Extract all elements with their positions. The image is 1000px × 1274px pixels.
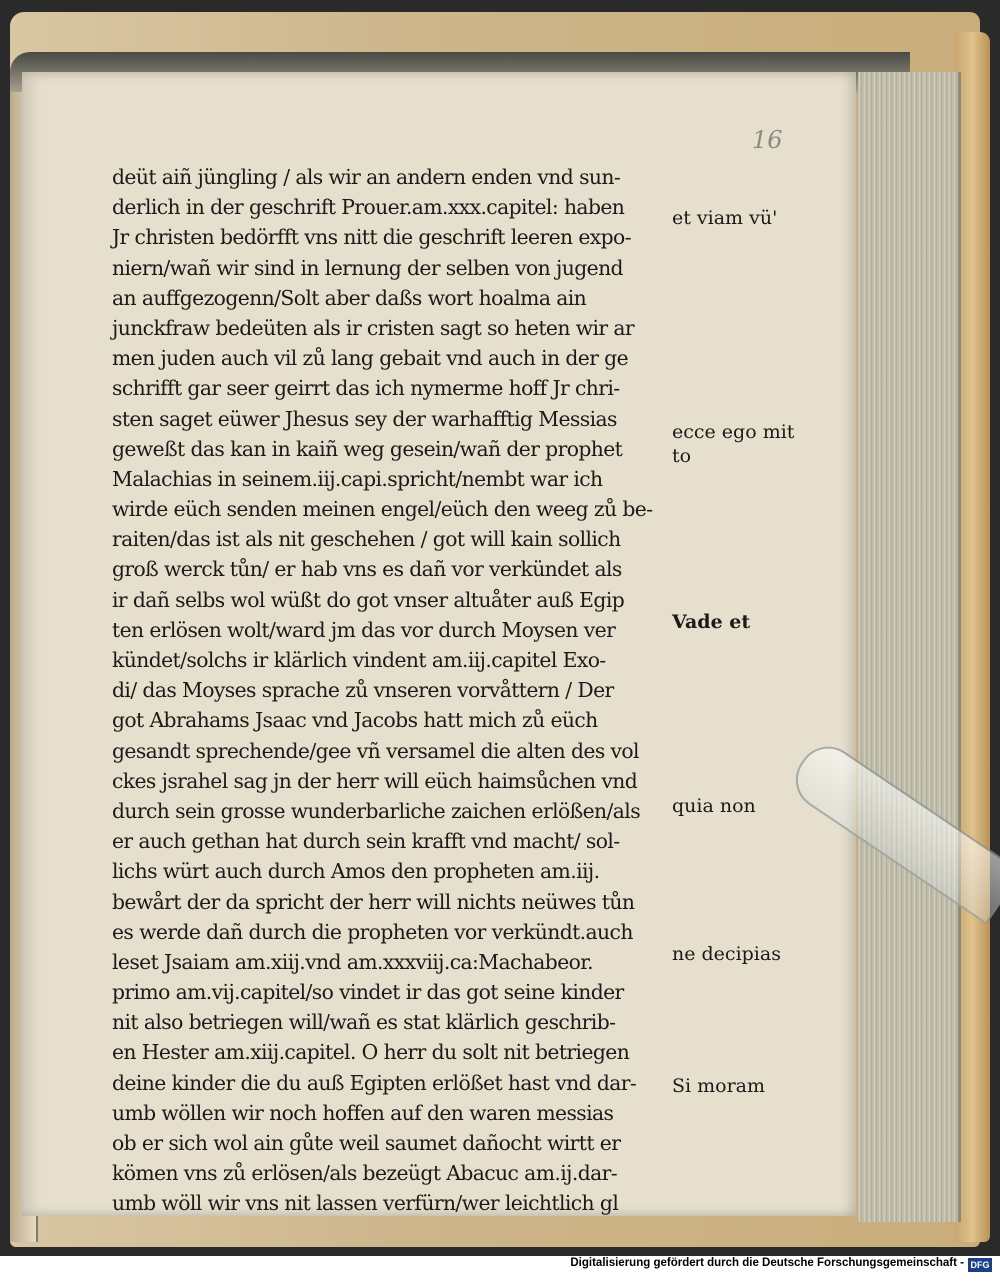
text-line: di/ das Moyses sprache zů vnseren vorvåttern / Der (112, 678, 614, 703)
text-line: geweßt das kan in kaiñ weg gesein/wañ der prophet (112, 436, 623, 461)
text-line: Malachias in seinem.iij.capi.spricht/nembt war ich (112, 466, 603, 491)
margin-note: Vade et (672, 611, 751, 633)
page-block-edges (858, 72, 961, 1222)
text-line: wirde eüch senden meinen engel/eüch den weeg zů be- (112, 497, 653, 522)
margin-note: to (672, 445, 692, 467)
main-text-block (112, 162, 672, 1219)
margin-note: et viam vü' (672, 207, 778, 229)
text-line: junckfraw bedeüten als ir cristen sagt so heten wir ar (112, 315, 635, 340)
margin-note: quia non (672, 795, 756, 817)
text-line: ir dañ selbs wol wüßt do got vnser altuåter auß Egip (112, 587, 625, 612)
text-line: men juden auch vil zů lang gebait vnd auch in der ge (112, 346, 629, 371)
text-line: durch sein grosse wunderbarliche zaichen erlößen/als (112, 798, 641, 823)
text-line: umb wöll wir vns nit lassen verfürn/wer leichtlich gl (112, 1191, 619, 1216)
text-line: es werde dañ durch die propheten vor verkündt.auch (112, 919, 633, 944)
funding-credit: Digitalisierung gefördert durch die Deutsche Forschungsgemeinschaft - (570, 1257, 964, 1269)
text-line: schrifft gar seer geirrt das ich nymerme hoff Jr chri- (112, 376, 620, 401)
text-line: umb wöllen wir noch hoffen auf den waren messias (112, 1100, 614, 1125)
text-line: deüt aiñ jüngling / als wir an andern enden vnd sun- (112, 165, 621, 189)
text-line: ob er sich wol ain gůte weil saumet dañocht wirtt er (112, 1131, 621, 1155)
text-line: gesandt sprechende/gee vñ versamel die alten des vol (112, 738, 639, 763)
text-line: sten saget eüwer Jhesus sey der warhafftig Messias (112, 406, 617, 431)
text-line: got Abrahams Jsaac vnd Jacobs hatt mich zů eüch (112, 708, 598, 733)
dfg-logo: DFG (968, 1258, 992, 1272)
text-line: primo am.vij.capitel/so vindet ir das got seine kinder (112, 980, 624, 1005)
margin-note: ne decipias (672, 943, 781, 965)
text-line: er auch gethan hat durch sein krafft vnd macht/ sol- (112, 829, 620, 854)
margin-note: ecce ego mit (672, 421, 795, 443)
text-line: raiten/das ist als nit geschehen / got will kain sollich (112, 527, 621, 552)
margin-note: Si moram (672, 1075, 766, 1097)
text-line: ten erlösen wolt/ward jm das vor durch Moysen ver (112, 617, 616, 642)
text-line: en Hester am.xiij.capitel. O herr du solt nit betriegen (112, 1040, 630, 1065)
text-line: Jr christen bedörfft vns nitt die geschrift leeren expo- (112, 225, 631, 250)
footer-bar (0, 1256, 1000, 1274)
text-line: niern/wañ wir sind in lernung der selben von jugend (112, 255, 623, 280)
text-line: kömen vns zů erlösen/als bezeügt Abacuc am.ij.dar- (112, 1161, 618, 1186)
text-line: nit also betriegen will/wañ es stat klärlich geschrib- (112, 1010, 616, 1035)
text-line: lichs würt auch durch Amos den propheten am.iij. (112, 859, 600, 884)
folio-number: 16 (752, 126, 783, 154)
text-line: derlich in der geschrift Prouer.am.xxx.capitel: haben (112, 195, 625, 220)
text-line: groß werck tůn/ er hab vns es dañ vor verkündet als (112, 557, 622, 582)
text-line: deine kinder die du auß Egipten erlößet hast vnd dar- (112, 1070, 637, 1095)
text-line: leset Jsaiam am.xiij.vnd am.xxxviij.ca:Machabeor. (112, 949, 594, 974)
text-line: kündet/solchs ir klärlich vindent am.iij.capitel Exo- (112, 648, 606, 672)
text-line: an auffgezogenn/Solt aber daßs wort hoalma ain (112, 285, 587, 310)
text-line: bewårt der da spricht der herr will nichts neüwes tůn (112, 889, 635, 914)
text-line: ckes jsrahel sag jn der herr will eüch haimsůchen vnd (112, 768, 638, 793)
book-page (22, 72, 856, 1216)
